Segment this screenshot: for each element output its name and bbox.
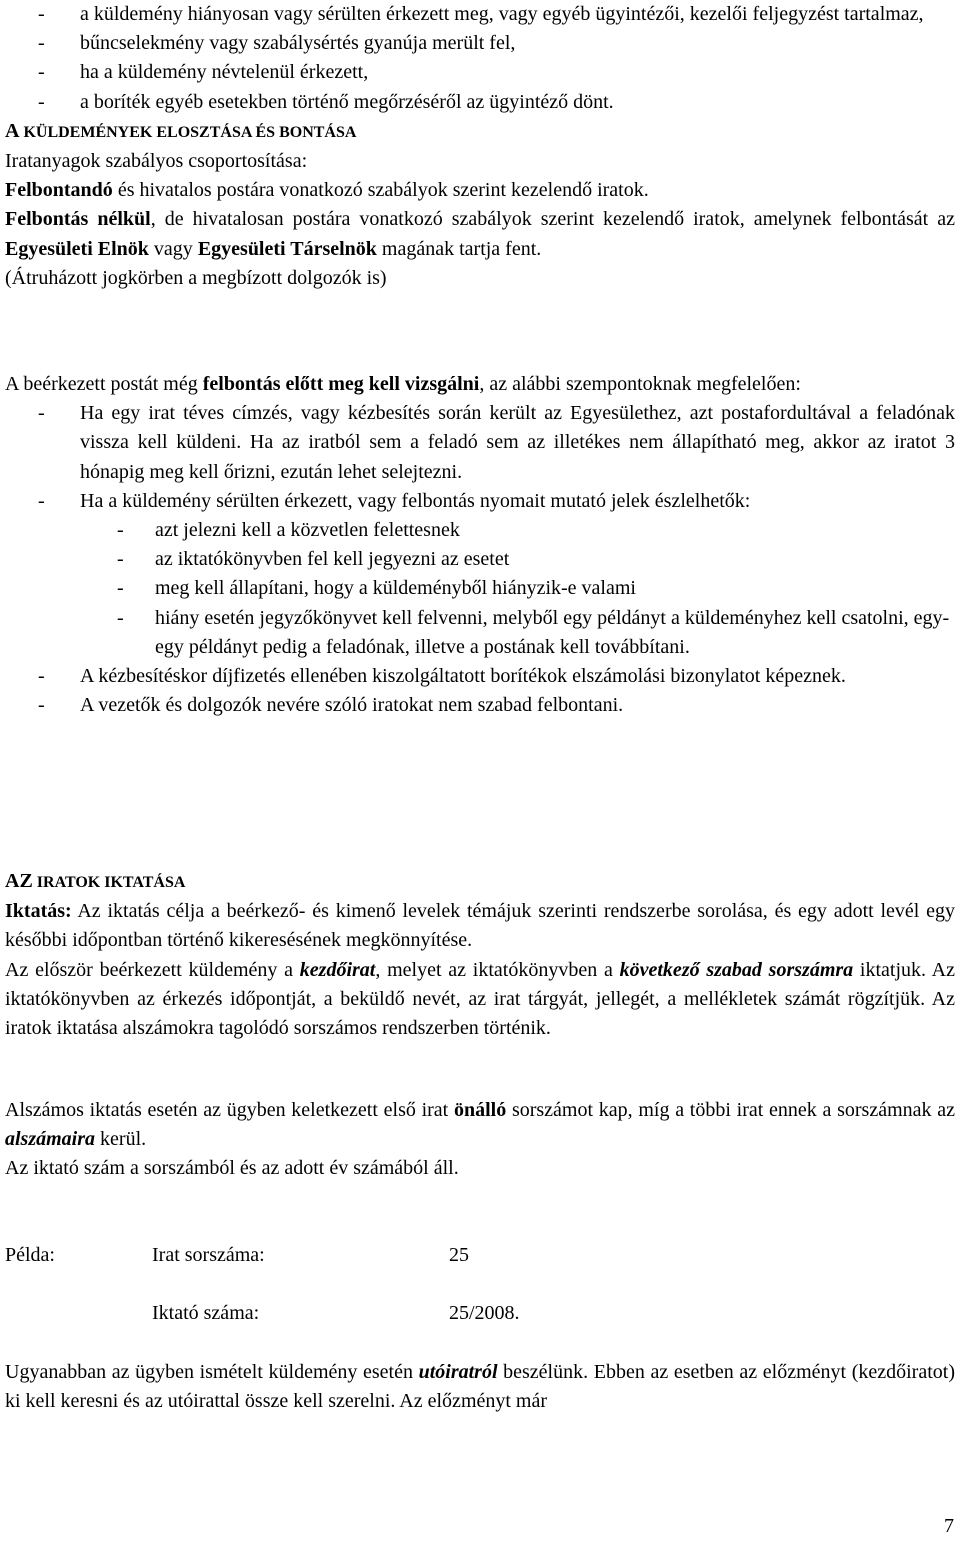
subnumber-paragraph-block: [5, 1096, 955, 1154]
section-heading-registration: AZ IRATOK IKTATÁSA: [5, 870, 186, 892]
example-label: Példa:: [5, 1244, 55, 1266]
sub-list-item: - az iktatókönyvben fel kell jegyezni az esetet: [117, 548, 510, 571]
example-row: [5, 1299, 955, 1328]
registration-definition: Iktatás: Az iktatás célja a beérkező- és kimenő levelek témájuk szerinti rendszerbe sorolása, és egy adott levél egy későbbi időpontban történő kikeresésének megkönnyítése.: [5, 900, 955, 952]
follow-up-paragraph: Ugyanabban az ügyben ismételt küldemény esetén utóiratról beszélünk. Ebben az esetben az előzményt (kezdőiratot) ki kell keresni és az utóirattal össze kell szerelni. Az előzményt már: [5, 1361, 955, 1413]
registration-section: [5, 867, 955, 1043]
list-item: - ha a küldemény névtelenül érkezett,: [38, 61, 369, 84]
first-document-paragraph: Az először beérkezett küldemény a kezdőirat, melyet az iktatókönyvben a következő szabad sorszámra iktatjuk. Az iktatókönyvben az érkezés időpontját, a beküldő nevét, az irat tárgyát, jellegét, a mellékletek számát rögzítjük. Az iratok iktatása alszámokra tagolódó sorszámos rendszerben történik.: [5, 958, 955, 1040]
section-heading-distribution: A KÜLDEMÉNYEK ELOSZTÁSA ÉS BONTÁSA: [5, 119, 357, 142]
list-item: - a boríték egyéb esetekben történő megőrzéséről az ügyintéző dönt.: [38, 90, 614, 113]
list-item: - Ha a küldemény sérülten érkezett, vagy felbontás nyomait mutató jelek észlelhetők:: [38, 489, 751, 512]
grouping-intro: Iratanyagok szabályos csoportosítása:: [5, 150, 308, 173]
top-list: [5, 0, 955, 293]
number-composition-block: [5, 1154, 955, 1183]
sub-list-item: - azt jelezni kell a közvetlen felettesnek: [117, 519, 460, 542]
list-item: - A kézbesítéskor díjfizetés ellenében kiszolgáltatott borítékok elszámolási bizonylatot képeznek.: [38, 665, 846, 688]
follow-up-block: [5, 1358, 955, 1416]
list-item: - A vezetők és dolgozók nevére szóló iratokat nem szabad felbontani.: [38, 694, 624, 717]
example-row2-label: Iktató száma:: [152, 1302, 260, 1325]
example-row1-label: Irat sorszáma:: [152, 1244, 265, 1266]
number-composition: Az iktató szám a sorszámból és az adott év számából áll.: [5, 1157, 459, 1179]
sub-list-item: - hiány esetén jegyzőkönyvet kell felvenni, melyből egy példányt a küldeményhez kell csatolni, egy-egy példányt pedig a feladónak, illetve a postának kell továbbítani.: [117, 606, 950, 658]
example-row: [5, 1241, 955, 1270]
inspection-section: [5, 370, 955, 720]
delegation-note: (Átruházott jogkörben a megbízott dolgozók is): [5, 266, 387, 289]
list-item: - Ha egy irat téves címzés, vagy kézbesítés során került az Egyesülethez, azt postafordultával a feladónak vissza kell küldeni. Ha az iratból sem a feladó sem az illetékes nem állapítható meg, akkor az iratot 3 hónapig meg kell őrizni, ezután lehet selejtezni.: [38, 402, 955, 483]
subnumber-paragraph: Alszámos iktatás esetén az ügyben keletkezett első irat önálló sorszámot kap, míg a többi irat ennek a sorszámnak az alszámaira kerül.: [5, 1099, 955, 1151]
unopened-paragraph: Felbontás nélkül, de hivatalosan postára vonatkozó szabályok szerint kezelendő iratok, amelynek felbontását az Egyesületi Elnök vagy Egyesületi Társelnök magának tartja fent.: [5, 208, 955, 260]
page-number: 7: [944, 1515, 954, 1537]
example-row2-value: 25/2008.: [449, 1302, 520, 1325]
list-item: - bűncselekmény vagy szabálysértés gyanúja merült fel,: [38, 32, 516, 55]
openable-paragraph: Felbontandó és hivatalos postára vonatkozó szabályok szerint kezelendő iratok.: [5, 179, 649, 202]
list-item: - a küldemény hiányosan vagy sérülten érkezett meg, vagy egyéb ügyintézői, kezelői feljegyzést tartalmaz,: [38, 3, 924, 25]
inspection-intro: A beérkezett postát még felbontás előtt meg kell vizsgálni, az alábbi szempontoknak megfelelően:: [5, 373, 801, 395]
example-block: [5, 1241, 955, 1328]
example-row1-value: 25: [449, 1244, 469, 1266]
sub-list-item: - meg kell állapítani, hogy a küldeményből hiányzik-e valami: [117, 577, 636, 600]
